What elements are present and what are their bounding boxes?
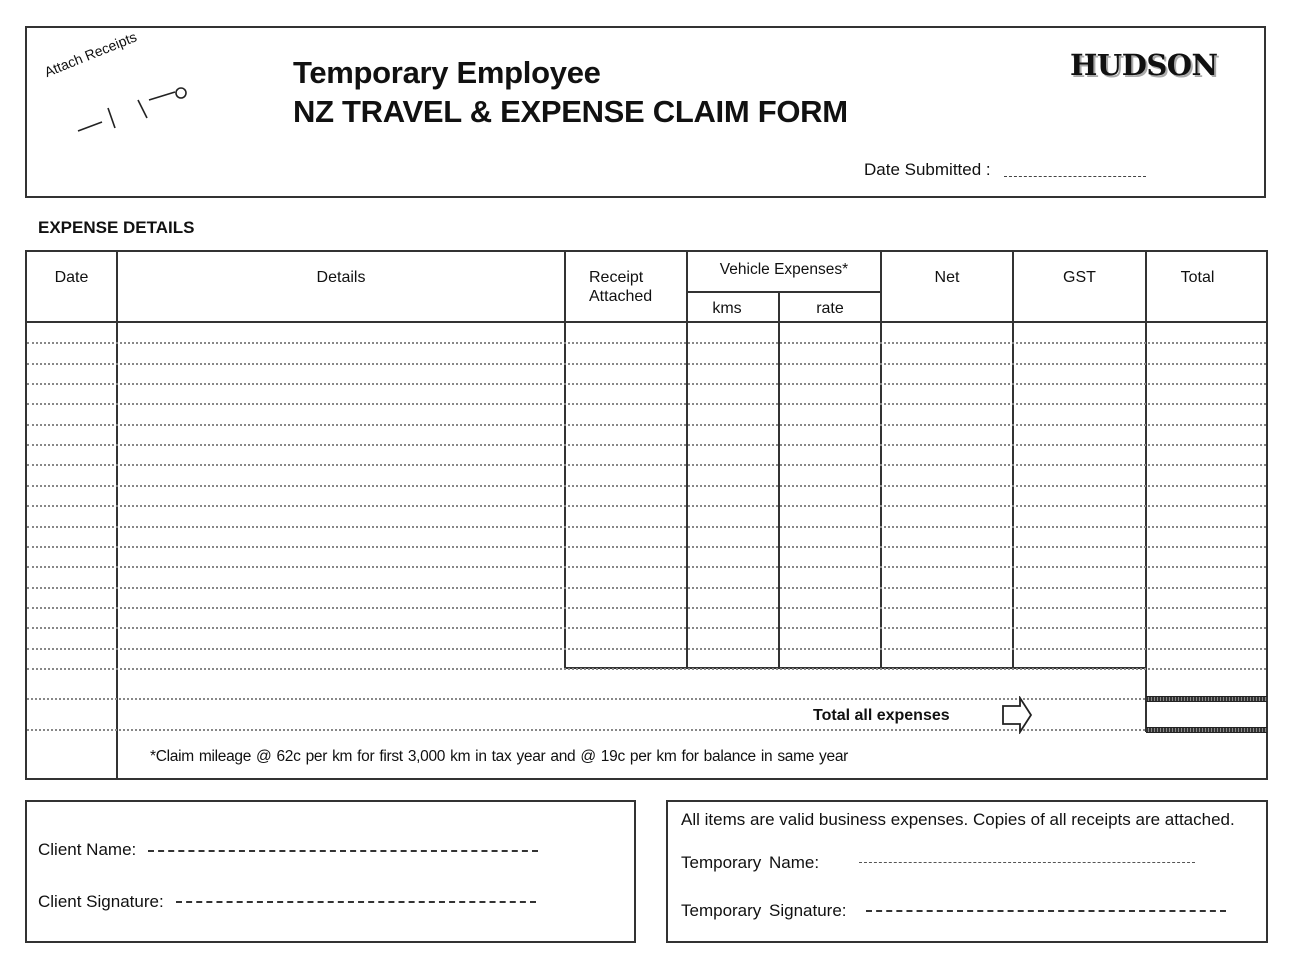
table-row-divider (27, 403, 1266, 405)
col-header-total: Total (1180, 269, 1215, 286)
mileage-footnote: *Claim mileage @ 62c per km for first 3,000 km in tax year and @ 19c per km for balance in same year (150, 748, 849, 765)
table-row-divider (27, 566, 1266, 568)
client-signature-label: Client Signature: (38, 892, 164, 911)
total-cell-border-bottom (1146, 727, 1267, 733)
table-row-divider (27, 383, 1266, 385)
total-all-expenses-field[interactable] (1148, 701, 1266, 727)
temporary-name-field[interactable] (859, 862, 1195, 863)
col-divider-date (116, 250, 118, 780)
table-row-divider (27, 464, 1266, 466)
col-header-receipt-line2: Attached (589, 288, 653, 305)
col-header-vehicle-expenses: Vehicle Expenses* (719, 261, 849, 278)
client-name-field[interactable] (148, 850, 538, 852)
col-header-kms: kms (712, 300, 742, 317)
vehicle-subheader-divider (687, 291, 881, 293)
table-row-divider (27, 444, 1266, 446)
col-header-details: Details (316, 269, 366, 286)
col-header-rate: rate (816, 300, 844, 317)
date-submitted-label: Date Submitted : (864, 160, 991, 179)
table-row-divider (27, 363, 1266, 365)
declaration-text: All items are valid business expenses. Copies of all receipts are attached. (681, 810, 1235, 829)
temporary-signature-field[interactable] (866, 910, 1226, 912)
total-all-expenses-label: Total all expenses (813, 707, 950, 724)
table-row-divider (27, 505, 1266, 507)
table-row-divider (27, 424, 1266, 426)
client-section (25, 800, 636, 943)
table-row-divider (27, 526, 1266, 528)
table-row-divider (27, 698, 1145, 700)
table-row-divider (27, 546, 1266, 548)
col-divider-gst (1145, 250, 1147, 732)
col-header-date: Date (54, 269, 89, 286)
arrow-right-icon (1000, 696, 1034, 734)
form-title: NZ TRAVEL & EXPENSE CLAIM FORM (293, 94, 848, 129)
header-divider (25, 321, 1268, 323)
table-row-divider (27, 668, 1266, 670)
temporary-signature-label: Temporary Signature: (681, 901, 847, 920)
client-name-label: Client Name: (38, 840, 137, 859)
form-subtitle: Temporary Employee (293, 55, 601, 90)
col-header-gst: GST (1063, 269, 1096, 286)
table-row-divider (27, 342, 1266, 344)
temporary-name-label: Temporary Name: (681, 853, 820, 872)
expense-table (25, 250, 1268, 780)
hudson-logo: HUDSON (1070, 48, 1218, 82)
table-row-divider (27, 729, 1145, 731)
paperclip-icon (70, 80, 200, 140)
date-submitted-field[interactable] (1004, 176, 1146, 177)
attach-receipts-label: Attach Receipts (42, 28, 139, 80)
table-row-divider (27, 485, 1266, 487)
col-header-receipt-line1: Receipt (589, 269, 644, 286)
client-signature-field[interactable] (176, 901, 536, 903)
table-row-divider (27, 607, 1266, 609)
table-row-divider (27, 587, 1266, 589)
table-row-divider (27, 627, 1266, 629)
col-divider-kms (778, 291, 780, 669)
table-row-divider (27, 648, 1266, 650)
col-header-net: Net (934, 269, 960, 286)
expense-details-heading: EXPENSE DETAILS (38, 218, 195, 237)
